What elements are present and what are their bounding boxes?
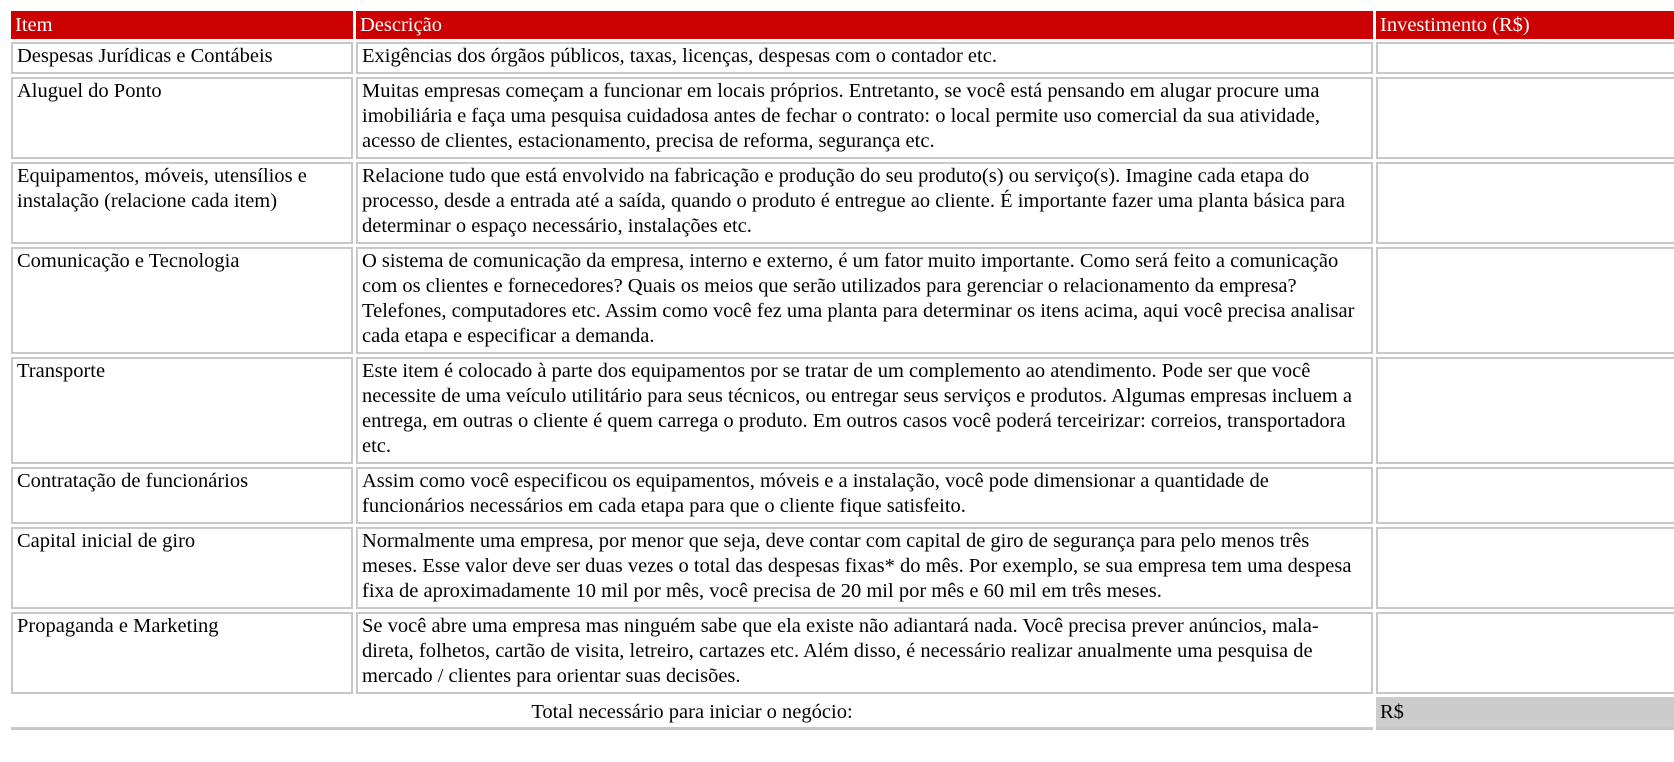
table-header: [11, 11, 1674, 39]
investment-table: [8, 8, 1674, 733]
table-row: [11, 467, 1674, 524]
table-row: [11, 612, 1674, 694]
total-label: Total necessário para iniciar o negócio:: [11, 697, 1373, 730]
row-investment-value[interactable]: [1376, 42, 1674, 74]
row-description: Muitas empresas começam a funcionar em locais próprios. Entretanto, se você está pensando em alugar procure uma imobiliária e faça uma pesquisa cuidadosa antes de fechar o contrato: o local permite uso comercial da sua atividade, acesso de clientes, estacionamento, precisa de reforma, segurança etc.: [356, 77, 1373, 159]
row-description: Exigências dos órgãos públicos, taxas, licenças, despesas com o contador etc.: [356, 42, 1373, 74]
row-item-label: Contratação de funcionários: [11, 467, 353, 524]
row-description: O sistema de comunicação da empresa, interno e externo, é um fator muito importante. Como será feito a comunicação com os clientes e fornecedores? Quais os meios que serão utilizados para gerenciar o relacionamento da empresa? Telefones, computadores etc. Assim como você fez uma planta para determinar os itens acima, aqui você precisa analisar cada etapa e especificar a demanda.: [356, 247, 1373, 354]
row-description: Normalmente uma empresa, por menor que seja, deve contar com capital de giro de segurança para pelo menos três meses. Esse valor deve ser duas vezes o total das despesas fixas* do mês. Por exemplo, se sua empresa tem uma despesa fixa de aproximadamente 10 mil por mês, você precisa de 20 mil por mês e 60 mil em três meses.: [356, 527, 1373, 609]
row-investment-value[interactable]: [1376, 162, 1674, 244]
table-row: [11, 42, 1674, 74]
total-value[interactable]: R$: [1376, 697, 1674, 730]
row-item-label: Comunicação e Tecnologia: [11, 247, 353, 354]
total-row: [11, 697, 1674, 730]
row-item-label: Equipamentos, móveis, utensílios e instalação (relacione cada item): [11, 162, 353, 244]
row-description: Relacione tudo que está envolvido na fabricação e produção do seu produto(s) ou serviço(s). Imagine cada etapa do processo, desde a entrada até a saída, quando o produto é entregue ao cliente. É importante fazer uma planta básica para determinar o espaço necessário, instalações etc.: [356, 162, 1373, 244]
row-description: Se você abre uma empresa mas ninguém sabe que ela existe não adiantará nada. Você precisa prever anúncios, mala-direta, folhetos, cartão de visita, letreiro, cartazes etc. Além disso, é necessário realizar anualmente uma pesquisa de mercado / clientes para orientar suas decisões.: [356, 612, 1373, 694]
row-item-label: Aluguel do Ponto: [11, 77, 353, 159]
table-row: [11, 357, 1674, 464]
table-row: [11, 77, 1674, 159]
header-description: Descrição: [356, 11, 1373, 39]
header-row: [11, 11, 1674, 39]
row-description: Assim como você especificou os equipamentos, móveis e a instalação, você pode dimensionar a quantidade de funcionários necessários em cada etapa para que o cliente fique satisfeito.: [356, 467, 1373, 524]
row-investment-value[interactable]: [1376, 467, 1674, 524]
row-item-label: Capital inicial de giro: [11, 527, 353, 609]
table-footer: [11, 697, 1674, 730]
row-item-label: Propaganda e Marketing: [11, 612, 353, 694]
table-body: [11, 42, 1674, 694]
row-investment-value[interactable]: [1376, 357, 1674, 464]
header-investment: Investimento (R$): [1376, 11, 1674, 39]
row-description: Este item é colocado à parte dos equipamentos por se tratar de um complemento ao atendimento. Pode ser que você necessite de uma veículo utilitário para seus técnicos, ou entregar seus serviços e produtos. Algumas empresas incluem a entrega, em outras o cliente é quem carrega o produto. Em outros casos você poderá terceirizar: correios, transportadora etc.: [356, 357, 1373, 464]
row-investment-value[interactable]: [1376, 247, 1674, 354]
row-item-label: Despesas Jurídicas e Contábeis: [11, 42, 353, 74]
table-row: [11, 162, 1674, 244]
table-row: [11, 247, 1674, 354]
row-item-label: Transporte: [11, 357, 353, 464]
row-investment-value[interactable]: [1376, 612, 1674, 694]
row-investment-value[interactable]: [1376, 527, 1674, 609]
header-item: Item: [11, 11, 353, 39]
row-investment-value[interactable]: [1376, 77, 1674, 159]
table-row: [11, 527, 1674, 609]
